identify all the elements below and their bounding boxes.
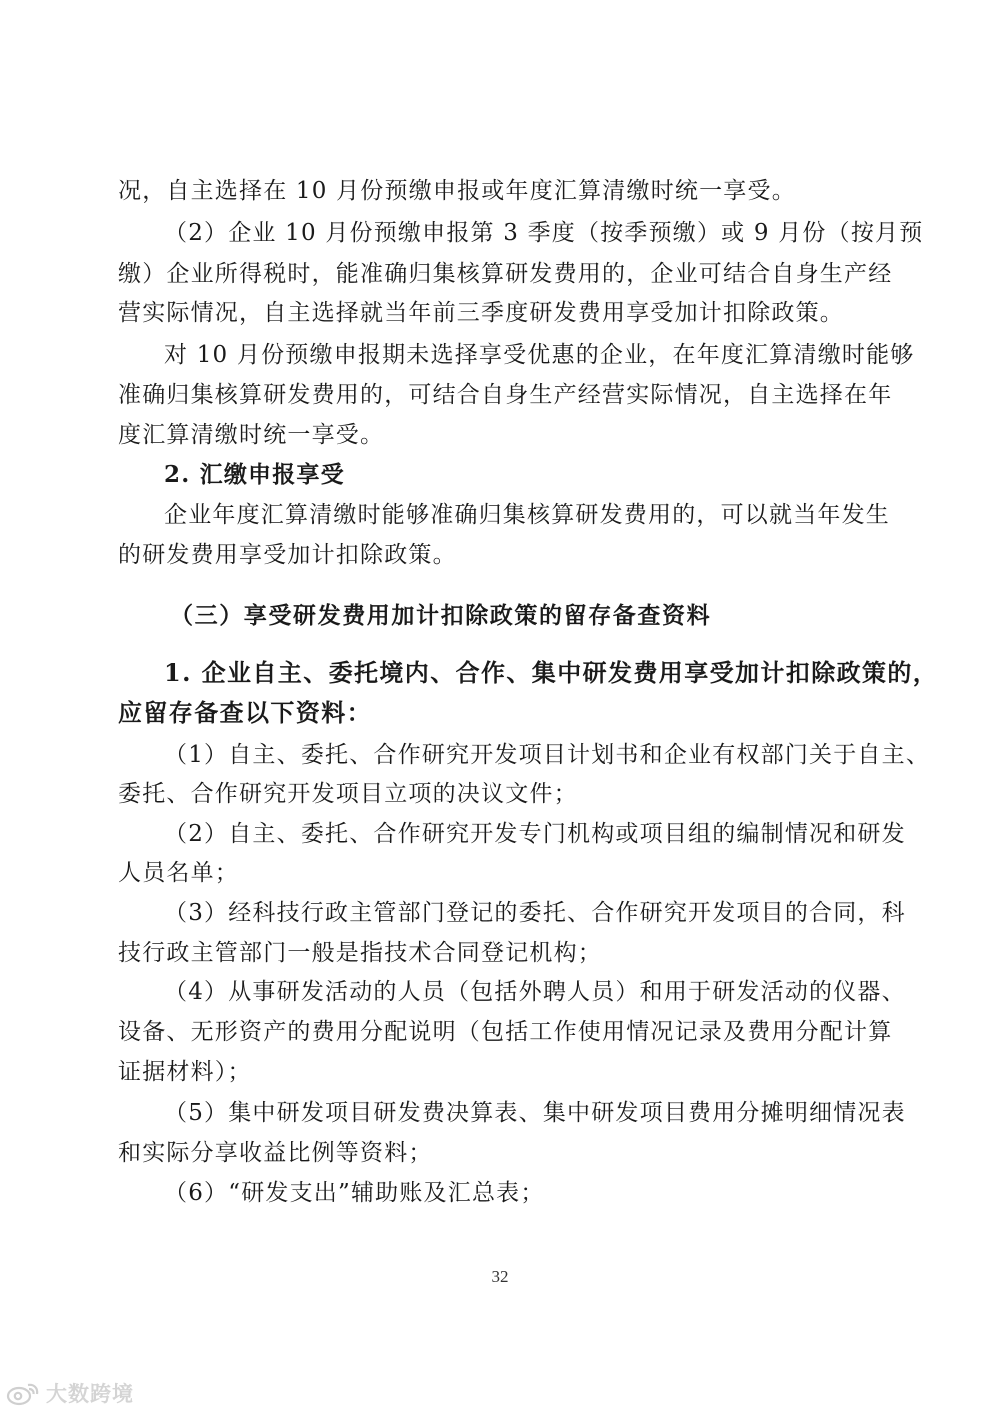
list-item-line: （5）集中研发项目研发费决算表、集中研发项目费用分摊明细情况表 <box>164 1100 906 1126</box>
watermark <box>6 1378 134 1408</box>
bold-paragraph-line: 应留存备查以下资料： <box>118 698 372 727</box>
paragraph-line: 缴）企业所得税时，能准确归集核算研发费用的，企业可结合自身生产经 <box>118 261 893 287</box>
paragraph-line: 况，自主选择在 10 月份预缴申报或年度汇算清缴时统一享受。 <box>118 178 796 204</box>
list-item-line: （2）自主、委托、合作研究开发专门机构或项目组的编制情况和研发 <box>164 821 906 847</box>
paragraph-line: 准确归集核算研发费用的，可结合自身生产经营实际情况，自主选择在年 <box>118 382 893 408</box>
list-item-line: 证据材料）； <box>118 1059 252 1085</box>
list-item-line: 人员名单； <box>118 860 239 886</box>
section-heading: （三）享受研发费用加计扣除政策的留存备查资料 <box>170 602 712 629</box>
list-item-line: 技行政主管部门一般是指技术合同登记机构； <box>118 940 602 966</box>
list-item-line: （6）“研发支出”辅助账及汇总表； <box>164 1180 545 1206</box>
list-item-line: （4）从事研发活动的人员（包括外聘人员）和用于研发活动的仪器、 <box>164 979 906 1005</box>
list-item-line: 和实际分享收益比例等资料； <box>118 1140 433 1166</box>
paragraph-line: 营实际情况，自主选择就当年前三季度研发费用享受加计扣除政策。 <box>118 300 844 326</box>
bold-paragraph-line: 1. 企业自主、委托境内、合作、集中研发费用享受加计扣除政策的， <box>164 658 939 687</box>
list-item-line: 设备、无形资产的费用分配说明（包括工作使用情况记录及费用分配计算 <box>118 1019 893 1045</box>
page-number: 32 <box>491 1267 509 1286</box>
paragraph-line: 企业年度汇算清缴时能够准确归集核算研发费用的，可以就当年发生 <box>164 502 890 528</box>
paragraph-line: （2）企业 10 月份预缴申报第 3 季度（按季预缴）或 9 月份（按月预 <box>164 220 924 246</box>
weibo-logo-icon <box>6 1379 42 1407</box>
paragraph-line: 的研发费用享受加计扣除政策。 <box>118 542 457 568</box>
list-item-line: 委托、合作研究开发项目立项的决议文件； <box>118 781 578 807</box>
list-item-line: （1）自主、委托、合作研究开发项目计划书和企业有权部门关于自主、 <box>164 742 931 768</box>
watermark-text: 大数跨境 <box>46 1382 134 1406</box>
list-item-line: （3）经科技行政主管部门登记的委托、合作研究开发项目的合同，科 <box>164 900 906 926</box>
paragraph-line: 度汇算清缴时统一享受。 <box>118 422 385 448</box>
section-heading: 2. 汇缴申报享受 <box>164 461 345 488</box>
paragraph-line: 对 10 月份预缴申报期未选择享受优惠的企业，在年度汇算清缴时能够 <box>164 342 915 368</box>
